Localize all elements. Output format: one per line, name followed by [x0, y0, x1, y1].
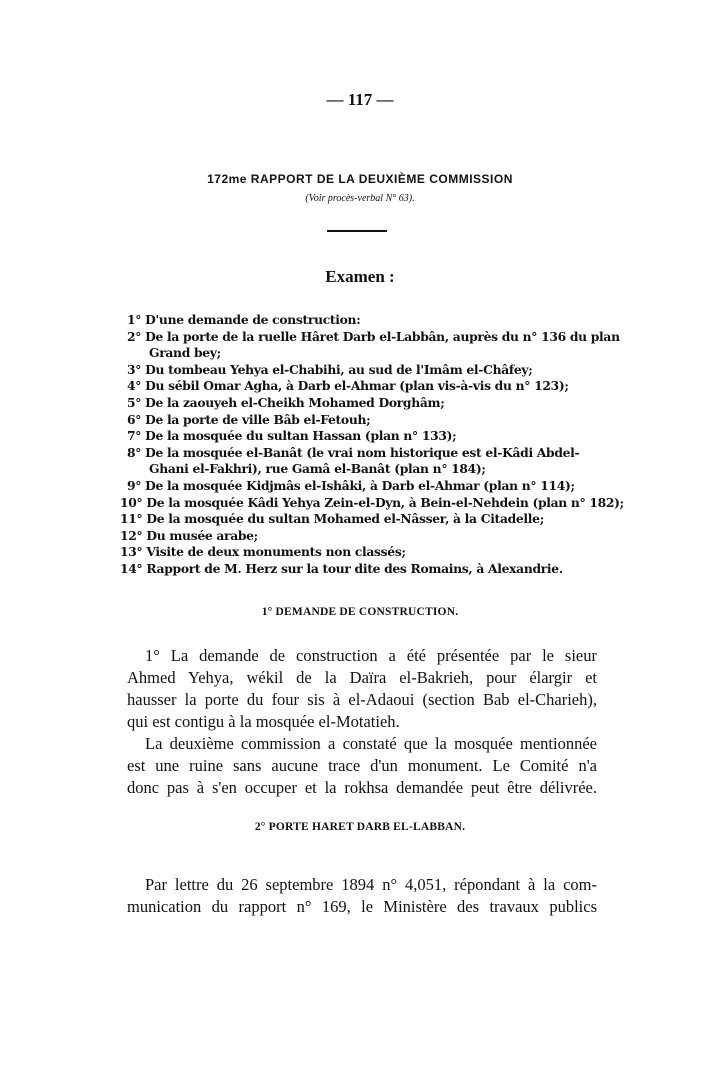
- agenda-list: [120, 312, 624, 578]
- agenda-text: D'une demande de construction:: [145, 312, 361, 327]
- divider-rule: [327, 230, 387, 232]
- agenda-number: 13°: [120, 544, 143, 560]
- agenda-item: [127, 412, 597, 429]
- agenda-text: Rapport de M. Herz sur la tour dite des Romains, à Alexandrie.: [146, 560, 563, 576]
- text-line: Par lettre du 26 septembre 1894 n° 4,051, répondant à la com-: [145, 875, 597, 894]
- agenda-number: 12°: [120, 527, 143, 543]
- agenda-text: Du sébil Omar Agha, à Darb el-Ahmar (plan vis-à-vis du n° 123);: [145, 378, 569, 394]
- agenda-item: [120, 561, 597, 578]
- agenda-number: 6°: [127, 411, 142, 427]
- agenda-text: De la mosquée Kâdi Yehya Zein-el-Dyn, à Bein-el-Nehdein (plan n° 182);: [146, 494, 624, 510]
- section2-body: [127, 874, 597, 918]
- agenda-text: De la zaouyeh el-Cheikh Mohamed Dorghâm;: [145, 394, 445, 410]
- agenda-item: [120, 528, 597, 545]
- agenda-item: [127, 445, 597, 462]
- page-number: — 117 —: [326, 90, 394, 109]
- agenda-item: [127, 362, 597, 379]
- agenda-number: 3°: [127, 361, 142, 377]
- agenda-item: [127, 378, 597, 395]
- agenda-number: 14°: [120, 560, 143, 576]
- agenda-number: 2°: [127, 328, 142, 344]
- agenda-number: 5°: [127, 394, 142, 410]
- agenda-number: 11°: [120, 511, 143, 527]
- agenda-item: [120, 544, 597, 561]
- agenda-text: De la porte de la ruelle Hâret Darb el-Labbân, auprès du n° 136 du plan: [145, 328, 620, 344]
- agenda-item: [120, 511, 597, 528]
- agenda-number: 7°: [127, 428, 142, 444]
- agenda-text-continuation: Grand bey;: [149, 345, 221, 361]
- text-line: Ahmed Yehya, wékil de la Daïra el-Bakrieh, pour élargir et: [127, 668, 597, 687]
- report-subtitle: (Voir procès-verbal N° 63).: [305, 193, 415, 204]
- report-title: 172me RAPPORT DE LA DEUXIÈME COMMISSION: [207, 172, 513, 186]
- agenda-text-continuation: Ghani el-Fakhri), rue Gamâ el-Banât (plan n° 184);: [149, 461, 486, 477]
- text-line: qui est contigu à la mosquée el-Motatieh.: [127, 712, 400, 731]
- section1-body: [127, 645, 597, 799]
- agenda-item: [127, 328, 620, 346]
- agenda-number: 1°: [127, 312, 142, 327]
- agenda-number: 10°: [120, 494, 143, 510]
- section-heading: 2° PORTE HARET DARB EL-LABBAN.: [254, 821, 466, 833]
- agenda-text: De la mosquée du sultan Hassan (plan n° 133);: [145, 428, 457, 444]
- text-line: La deuxième commission a constaté que la mosquée mentionnée: [145, 734, 597, 753]
- text-line: hausser la porte du four sis à el-Adaoui (section Bab el-Charieh),: [127, 690, 597, 709]
- agenda-text: De la mosquée du sultan Mohamed el-Nâsser, à la Citadelle;: [146, 511, 544, 527]
- section-heading: 1° DEMANDE DE CONSTRUCTION.: [261, 606, 459, 618]
- agenda-item: [127, 312, 597, 329]
- agenda-item: [127, 428, 597, 445]
- text-line: munication du rapport n° 169, le Ministère des travaux publics: [127, 897, 597, 916]
- agenda-number: 9°: [127, 477, 142, 493]
- agenda-number: 8°: [127, 444, 142, 460]
- agenda-text: De la mosquée el-Banât (le vrai nom historique est el-Kâdi Abdel-: [145, 444, 580, 460]
- agenda-text: Du musée arabe;: [146, 527, 258, 543]
- agenda-item: [127, 395, 597, 412]
- agenda-number: 4°: [127, 378, 142, 394]
- agenda-item: [120, 494, 624, 512]
- text-line: 1° La demande de construction a été présentée par le sieur: [145, 646, 597, 665]
- agenda-text: De la porte de ville Bâb el-Fetouh;: [145, 411, 371, 427]
- examen-heading: Examen :: [325, 267, 395, 286]
- text-line: est une ruine sans aucune trace d'un monument. Le Comité n'a: [127, 756, 597, 775]
- agenda-text: De la mosquée Kidjmâs el-Ishâki, à Darb el-Ahmar (plan n° 114);: [145, 477, 575, 493]
- agenda-item: [127, 478, 597, 495]
- text-line: donc pas à s'en occuper et la rokhsa demandée peut être délivrée.: [127, 778, 597, 797]
- agenda-text: Du tombeau Yehya el-Chabihi, au sud de l'Imâm el-Châfey;: [145, 361, 533, 377]
- agenda-text: Visite de deux monuments non classés;: [146, 544, 406, 560]
